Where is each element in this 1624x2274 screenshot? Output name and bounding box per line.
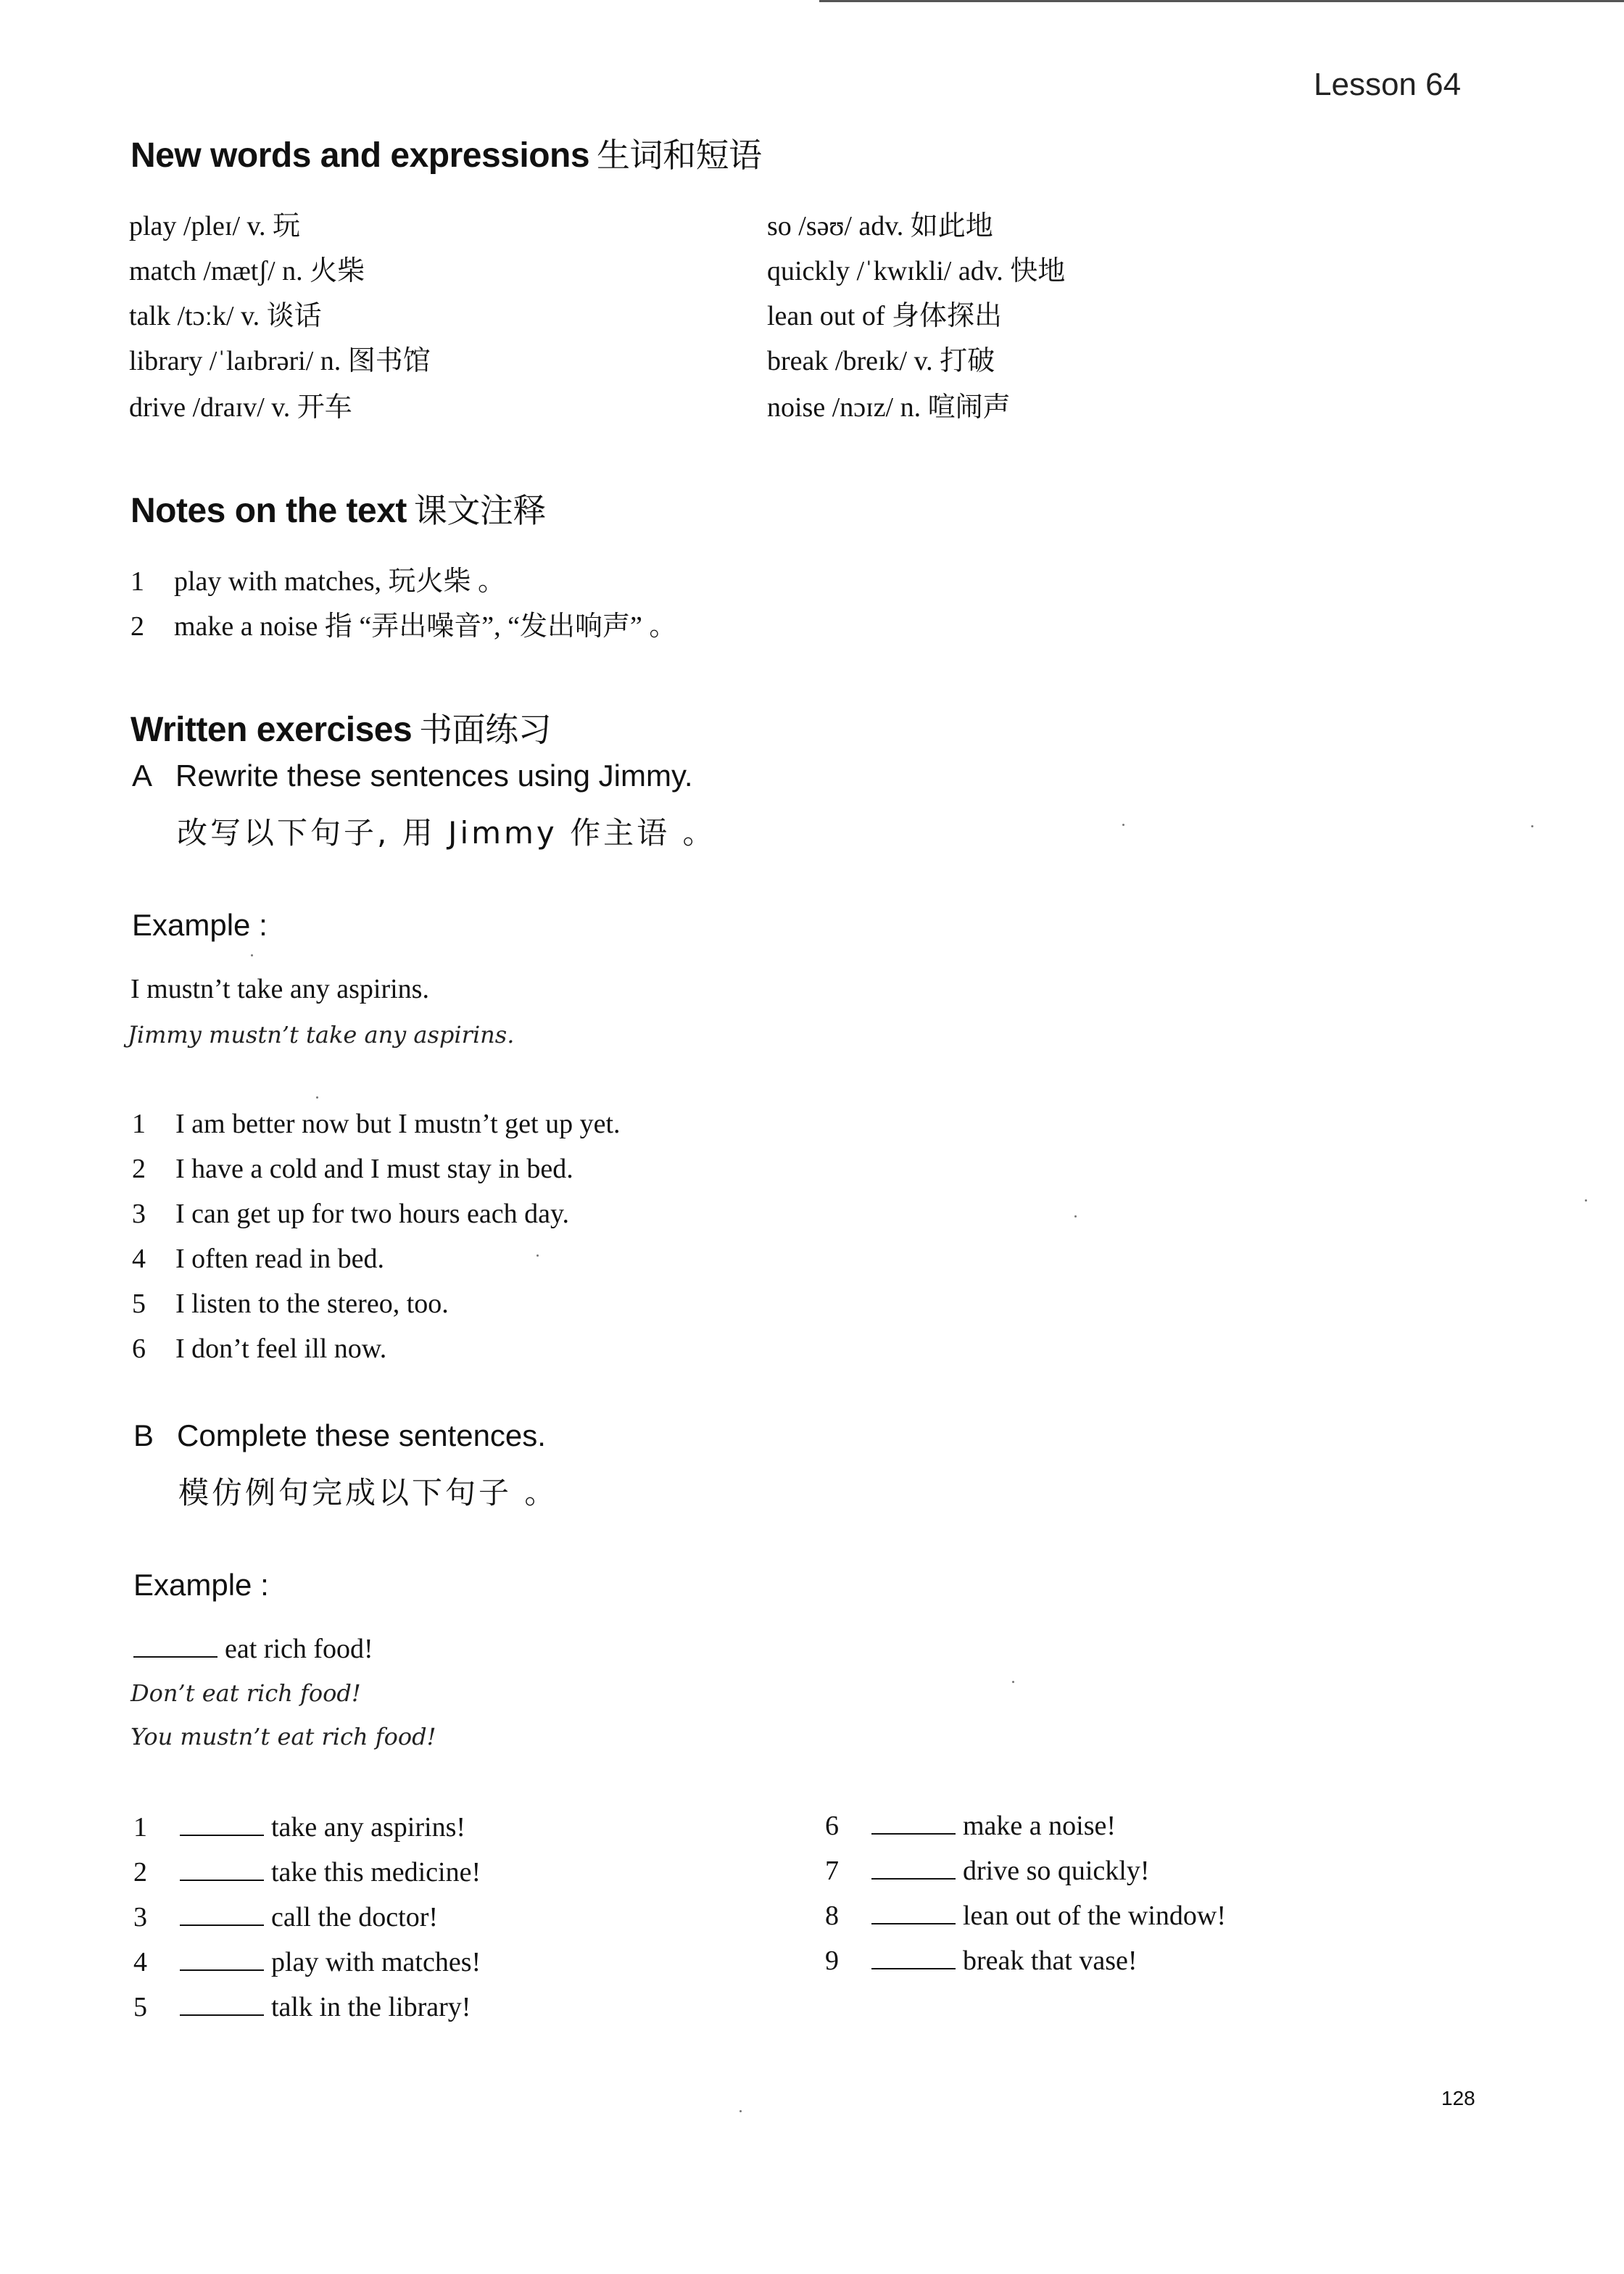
item-text: I don’t feel ill now. (175, 1334, 387, 1364)
exercise-b-example-answer: Don’t eat rich food! (130, 1679, 361, 1707)
exercise-a-item (132, 1108, 621, 1140)
exercise-b-example-label: Example : (133, 1568, 269, 1602)
item-text: talk in the library! (271, 1992, 471, 2022)
written-title-zh: 书面练习 (419, 710, 552, 749)
new-words-title-zh: 生词和短语 (597, 136, 762, 175)
item-number: 6 (825, 1811, 839, 1841)
written-heading (130, 703, 551, 751)
answer-blank (180, 1861, 264, 1881)
note-item (130, 558, 505, 598)
answer-blank (133, 1637, 218, 1658)
scan-speck (536, 1254, 539, 1257)
exercise-a-item (132, 1288, 449, 1320)
word-entry: break /breɪk/ v. 打破 (767, 346, 995, 376)
exercise-a-example-label: Example : (132, 908, 268, 942)
exercise-b-item (133, 1811, 465, 1843)
word-entry: match /mætʃ/ n. 火柴 (129, 256, 365, 286)
item-number: 5 (132, 1289, 146, 1319)
exercise-b-instruction-zh: 模仿例句完成以下句子 。 (178, 1475, 558, 1510)
item-text: I often read in bed. (175, 1244, 385, 1274)
word-entry: so /səʊ/ adv. 如此地 (767, 211, 993, 241)
answer-blank (180, 1906, 264, 1926)
word-entry: drive /draɪv/ v. 开车 (129, 392, 352, 423)
scan-speck (316, 1096, 318, 1099)
item-text: I listen to the stereo, too. (175, 1289, 449, 1319)
item-number: 8 (825, 1901, 839, 1931)
answer-blank (180, 1816, 264, 1836)
exercise-b-example-text: eat rich food! (225, 1634, 373, 1664)
exercise-b-instruction-text: Complete these sentences. (177, 1418, 546, 1452)
scan-speck (1012, 1681, 1014, 1683)
written-title: Written exercises (130, 711, 413, 749)
page-number: 128 (1441, 2087, 1475, 2109)
exercise-a-item (132, 1333, 386, 1365)
exercise-b-instruction (133, 1418, 546, 1453)
answer-blank (871, 1904, 956, 1924)
scan-speck (1122, 824, 1124, 826)
item-text: make a noise! (963, 1811, 1116, 1841)
note-text: play with matches, 玩火柴 。 (174, 566, 505, 597)
item-text: drive so quickly! (963, 1856, 1150, 1886)
item-text: play with matches! (271, 1947, 481, 1977)
item-number: 5 (133, 1992, 147, 2022)
exercise-a-item (132, 1153, 573, 1185)
notes-heading (130, 484, 546, 532)
item-number: 1 (133, 1812, 147, 1843)
scan-speck (740, 2110, 742, 2112)
top-rule (819, 0, 1624, 2)
item-text: lean out of the window! (963, 1901, 1227, 1931)
new-words-title: New words and expressions (130, 136, 590, 175)
answer-blank (180, 1951, 264, 1971)
item-text: take this medicine! (271, 1857, 481, 1888)
item-number: 3 (132, 1199, 146, 1229)
answer-blank (871, 1949, 956, 1969)
item-number: 3 (133, 1902, 147, 1932)
item-text: take any aspirins! (271, 1812, 466, 1843)
item-number: 4 (133, 1947, 147, 1977)
word-entry: talk /tɔːk/ v. 谈话 (129, 301, 322, 331)
exercise-b-item (825, 1945, 1138, 1977)
exercise-a-instruction-text: Rewrite these sentences using Jimmy. (175, 758, 693, 793)
answer-blank (180, 1996, 264, 2016)
exercise-b-example (133, 1633, 373, 1665)
note-item (130, 603, 676, 643)
exercise-a-item (132, 1243, 384, 1275)
note-number: 2 (130, 611, 144, 642)
notes-title-zh: 课文注释 (413, 491, 546, 530)
word-entry: noise /nɔɪz/ n. 喧闹声 (767, 392, 1011, 423)
exercise-b-item (825, 1810, 1116, 1842)
exercise-a-letter: A (132, 758, 153, 793)
exercise-b-item (133, 1946, 481, 1978)
exercise-a-example-text: I mustn’t take any aspirins. (130, 974, 429, 1004)
lesson-label: Lesson 64 (1314, 67, 1462, 102)
new-words-heading (130, 129, 762, 177)
scan-speck (1531, 825, 1533, 827)
item-number: 9 (825, 1946, 839, 1976)
exercise-b-example-answer: You mustn’t eat rich food! (130, 1723, 436, 1750)
note-text: make a noise 指 “弄出噪音”, “发出响声” 。 (174, 611, 677, 642)
item-number: 2 (133, 1857, 147, 1888)
exercise-a-instruction-zh: 改写以下句子, 用 Jimmy 作主语 。 (177, 815, 716, 851)
exercise-b-item (825, 1855, 1150, 1887)
exercise-a-instruction (132, 758, 693, 793)
word-entry: lean out of 身体探出 (767, 301, 1003, 331)
item-text: I have a cold and I must stay in bed. (175, 1154, 573, 1184)
item-number: 1 (132, 1109, 146, 1139)
scan-speck (1074, 1215, 1077, 1217)
item-number: 4 (132, 1244, 146, 1274)
item-number: 7 (825, 1856, 839, 1886)
notes-title: Notes on the text (130, 492, 407, 530)
word-entry: quickly /ˈkwɪkli/ adv. 快地 (767, 256, 1066, 286)
word-entry: library /ˈlaɪbrəri/ n. 图书馆 (129, 346, 431, 376)
item-text: I am better now but I mustn’t get up yet. (175, 1109, 621, 1139)
answer-blank (871, 1814, 956, 1835)
item-text: call the doctor! (271, 1902, 439, 1932)
exercise-a-item (132, 1198, 569, 1230)
exercise-b-letter: B (133, 1418, 154, 1452)
word-entry: play /pleɪ/ v. 玩 (129, 211, 301, 241)
exercise-a-example-answer: Jimmy mustn’t take any aspirins. (128, 1021, 515, 1049)
item-number: 6 (132, 1334, 146, 1364)
scan-speck (251, 954, 253, 956)
answer-blank (871, 1859, 956, 1880)
note-number: 1 (130, 566, 144, 597)
item-number: 2 (132, 1154, 146, 1184)
exercise-b-item (825, 1900, 1226, 1932)
scan-speck (1585, 1199, 1587, 1202)
exercise-b-item (133, 1901, 438, 1933)
item-text: I can get up for two hours each day. (175, 1199, 570, 1229)
exercise-b-item (133, 1991, 471, 2023)
item-text: break that vase! (963, 1946, 1138, 1976)
exercise-b-item (133, 1856, 481, 1888)
